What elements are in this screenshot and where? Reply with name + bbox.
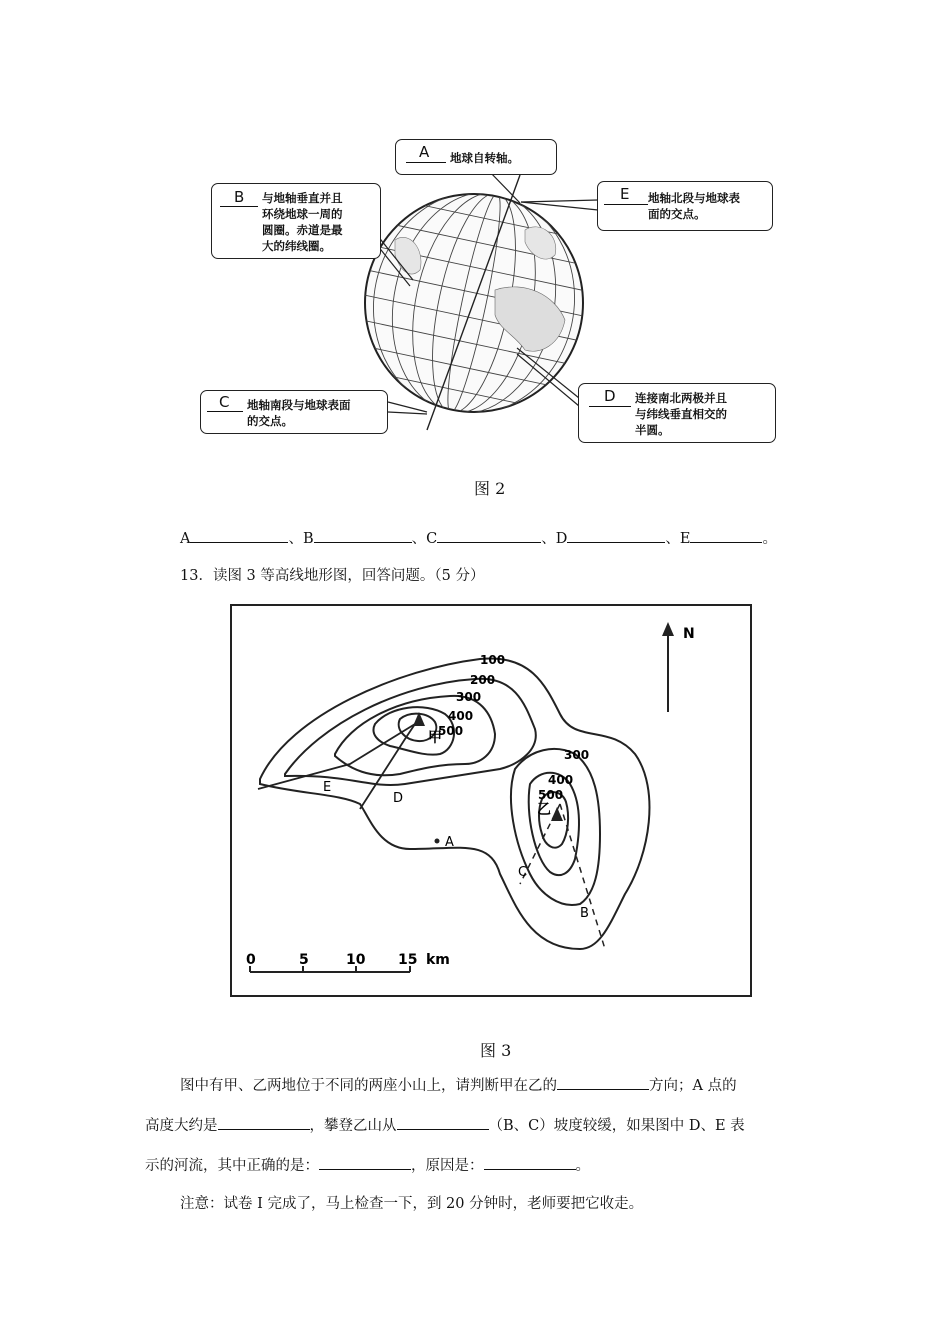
callout-e-underline (604, 204, 648, 205)
callout-d-line-3: 半圆。 (635, 423, 670, 437)
scale-tick-0: 0 (246, 952, 256, 968)
paragraph-line-3-c: 。 (575, 1158, 590, 1174)
callout-d-line-1: 连接南北两极并且 (635, 391, 727, 405)
north-arrow-head (662, 622, 674, 636)
exam-note: 注意：试卷 I 完成了，马上检查一下，到 20 分钟时，老师要把它收走。 (180, 1196, 644, 1212)
figure-2-answer-line (180, 527, 777, 548)
callout-a (395, 139, 557, 175)
callout-c-line-2: 的交点。 (247, 414, 293, 428)
callout-c-underline (207, 411, 243, 412)
dashed-line-b (560, 804, 605, 949)
callout-d (578, 383, 776, 443)
place-label-c: C (518, 865, 528, 880)
answer-label-b: 、B (288, 531, 314, 547)
callout-b-line-1: 与地轴垂直并且 (262, 191, 343, 205)
callout-c-line-1: 地轴南段与地球表面 (247, 398, 351, 412)
place-label-jia: 甲 (428, 730, 442, 746)
point-a-dot (435, 839, 440, 844)
answer-label-c: 、C (411, 531, 438, 547)
contour-label-300: 300 (456, 690, 482, 704)
contour-label-400: 400 (448, 709, 474, 723)
question-13: 13．读图 3 等高线地形图，回答问题。（5 分） (180, 568, 485, 584)
callout-d-underline (589, 406, 631, 407)
slope-blank[interactable] (397, 1115, 489, 1130)
contour-label-east-500: 500 (538, 788, 564, 802)
contour-label-east-400: 400 (548, 773, 574, 787)
paragraph-line-2 (145, 1114, 745, 1135)
callout-e-line-2: 面的交点。 (648, 207, 706, 221)
contour-label-500: 500 (438, 724, 464, 738)
answer-label-e: 、E (665, 531, 691, 547)
paragraph-line-1-a: 图中有甲、乙两地位于不同的两座小山上，请判断甲在乙的 (180, 1078, 557, 1094)
callout-b-line-2: 环绕地球一周的 (262, 207, 343, 221)
place-label-e: E (323, 780, 332, 795)
callout-a-text: 地球自转轴。 (450, 151, 519, 165)
callout-c-letter: C (219, 393, 230, 411)
callout-b-letter: B (234, 188, 245, 206)
figure-3-caption: 图 3 (480, 1041, 512, 1060)
callout-b (211, 183, 381, 259)
callout-a-letter: A (419, 143, 430, 161)
callout-e (597, 181, 773, 231)
callout-e-line-1: 地轴北段与地球表 (648, 191, 740, 205)
paragraph-line-2-c: （B、C）坡度较缓，如果图中 D、E 表 (488, 1118, 745, 1134)
contour-label-100: 100 (480, 653, 506, 667)
reason-blank[interactable] (484, 1155, 576, 1170)
callout-a-underline (406, 162, 446, 163)
callout-b-underline (220, 206, 258, 207)
callout-b-line-4: 大的纬线圈。 (262, 239, 331, 253)
answer-blank-c[interactable] (437, 528, 541, 543)
answer-blank-d[interactable] (567, 528, 665, 543)
contour-label-east-300: 300 (564, 748, 590, 762)
callout-c (200, 390, 388, 434)
contour-label-200: 200 (470, 673, 496, 687)
place-label-d: D (393, 791, 404, 806)
place-label-b: B (580, 906, 589, 921)
scale-tick-15: 15 (398, 952, 418, 968)
river-blank[interactable] (319, 1155, 411, 1170)
place-label-yi: 乙 (537, 802, 551, 818)
river-d-line (360, 724, 415, 809)
paragraph-line-3 (145, 1154, 590, 1175)
paragraph-line-1 (180, 1074, 737, 1095)
north-label: N (683, 626, 695, 642)
scale-tick-10: 10 (346, 952, 366, 968)
contour-map (230, 604, 752, 997)
callout-d-letter: D (604, 387, 616, 405)
answer-blank-a[interactable] (190, 528, 288, 543)
direction-blank[interactable] (557, 1075, 649, 1090)
callout-b-line-3: 圆圈。赤道是最 (262, 223, 343, 237)
paragraph-line-3-a: 示的河流，其中正确的是： (145, 1158, 319, 1174)
scale-tick-5: 5 (299, 952, 309, 968)
answer-blank-e[interactable] (690, 528, 762, 543)
place-label-a: A (445, 835, 454, 850)
paragraph-line-2-b: ，攀登乙山从 (309, 1118, 397, 1134)
paragraph-line-2-a: 高度大约是 (145, 1118, 218, 1134)
scale-unit: km (426, 952, 450, 968)
answer-label-a: A (180, 531, 191, 547)
callout-d-line-2: 与纬线垂直相交的 (635, 407, 727, 421)
paragraph-line-3-b: ，原因是： (411, 1158, 484, 1174)
contour-100 (260, 658, 649, 949)
paragraph-line-1-b: 方向；A 点的 (649, 1078, 737, 1094)
answer-blank-b[interactable] (314, 528, 412, 543)
height-blank[interactable] (218, 1115, 310, 1130)
answer-label-d: 、D (541, 531, 568, 547)
figure-2-caption: 图 2 (474, 479, 506, 498)
callout-e-letter: E (620, 185, 630, 203)
answer-line-end: 。 (762, 531, 777, 547)
